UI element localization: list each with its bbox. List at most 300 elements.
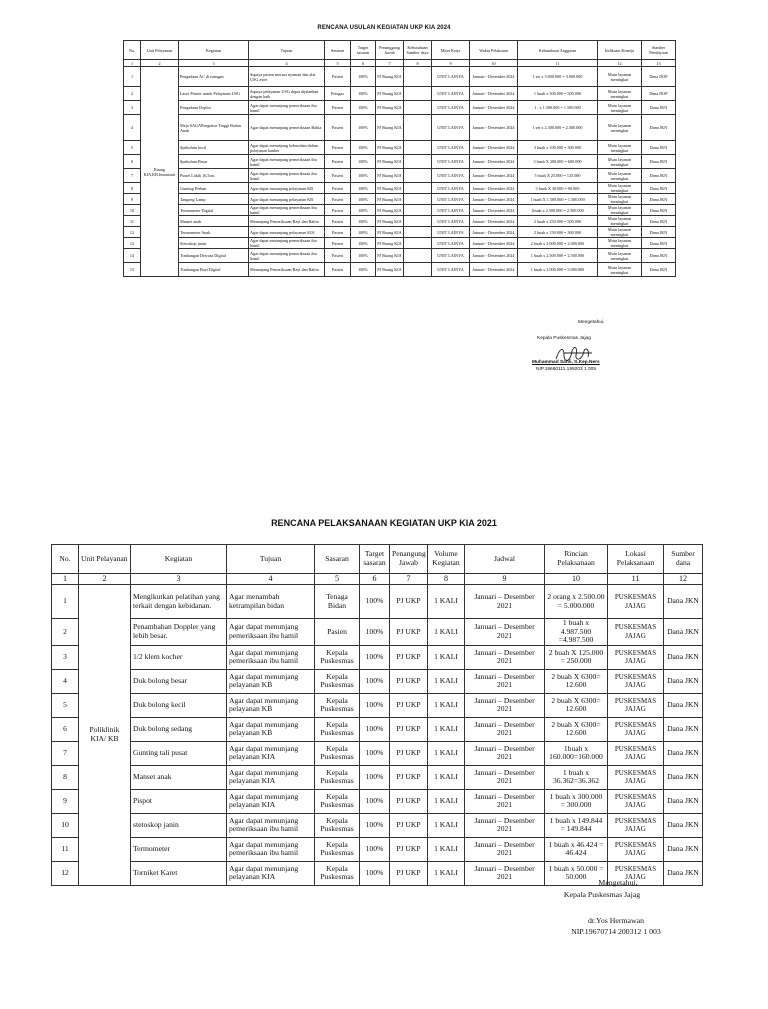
jadwal-cell: Januari – Desember 2021 <box>465 861 545 885</box>
tujuan-cell: Agar dapat menunjang pemeriksaan ibu hamil <box>249 169 325 183</box>
dana-cell: Dana JKN <box>664 717 703 741</box>
anggaran-cell: 1buah x 2.500.000 = 2.500.000 <box>518 205 598 216</box>
dana-cell: Dana JKN <box>642 238 676 249</box>
table-row <box>124 249 676 263</box>
volume-cell: 1 KALI <box>428 789 465 813</box>
waktu-cell: Januari - Desember 2024 <box>470 101 518 115</box>
waktu-cell: Januari - Desember 2024 <box>470 67 518 87</box>
row-number: 5 <box>52 693 79 717</box>
rincian-cell: 1 buah x 46.424 = 46.424 <box>545 837 608 861</box>
tujuan-cell: Agar dapat menunjang pelayanan KB <box>227 717 315 741</box>
table-row <box>124 155 676 169</box>
doc2-signature-name: dr.Yos Hermawan <box>588 916 644 925</box>
pj-cell: PJ Ruang KIA <box>376 263 404 277</box>
row-number: 7 <box>124 169 141 183</box>
waktu-cell: Januari - Desember 2024 <box>470 194 518 205</box>
indikator-cell: Mutu layanan meningkat <box>598 263 642 277</box>
dana-cell: Dana JKN <box>642 227 676 238</box>
doc2-table <box>51 544 703 886</box>
row-number: 1 <box>124 67 141 87</box>
kegiatan-cell: Gunting tali pusat <box>131 741 227 765</box>
target-cell: 100% <box>360 813 390 837</box>
volume-cell: 1 KALI <box>428 741 465 765</box>
sumber-cell <box>404 115 432 141</box>
doc2-table-body <box>52 574 703 886</box>
dana-cell: Dana JKN <box>664 645 703 669</box>
sumber-cell <box>404 169 432 183</box>
row-number: 7 <box>52 741 79 765</box>
rincian-cell: 1buah x 160.000=160.000 <box>545 741 608 765</box>
table-row <box>52 645 703 669</box>
target-cell: 100% <box>360 645 390 669</box>
dana-cell: Dana JKN <box>642 169 676 183</box>
anggaran-cell: 3 buah x 100.000 = 300.000 <box>518 141 598 155</box>
target-cell: 100% <box>360 741 390 765</box>
target-cell: 100% <box>351 194 376 205</box>
column-number: 8 <box>428 574 465 585</box>
row-number: 14 <box>124 249 141 263</box>
indikator-cell: Mutu layanan meningkat <box>598 87 642 101</box>
header-cell: Kebutuhaan Sumber daya <box>404 41 432 60</box>
jadwal-cell: Januari – Desember 2021 <box>465 717 545 741</box>
header-cell: Kegiatan <box>179 41 249 60</box>
dana-cell: Dana JKN <box>664 619 703 646</box>
dana-cell: Dana DOP <box>642 87 676 101</box>
tujuan-cell: Menunjang Pemeriksaan Bayi dan Balita <box>249 263 325 277</box>
column-number: 1 <box>52 574 79 585</box>
table-row <box>124 194 676 205</box>
waktu-cell: Januari - Desember 2024 <box>470 87 518 101</box>
sasaran-cell: Pasien <box>325 115 351 141</box>
header-cell: Kegiatan <box>131 545 227 574</box>
tujuan-cell: Agar dapat menunjang pemeriksaan ibu hamil <box>249 205 325 216</box>
column-number: 2 <box>141 60 179 67</box>
tujuan-cell: Agar dapat menunjang pemeriksaan ibu hamil <box>227 619 315 646</box>
sasaran-cell: Pasien <box>325 194 351 205</box>
doc2-signature-role: Kepala Puskesmas Jajag <box>563 890 641 899</box>
kegiatan-cell: Timbangan Dewasa Digital <box>179 249 249 263</box>
volume-cell: 1 KALI <box>428 585 465 619</box>
indikator-cell: Mutu layanan meningkat <box>598 101 642 115</box>
mitra-cell: UNIT LAINYA <box>432 141 470 155</box>
pj-cell: PJ UKP <box>390 585 428 619</box>
waktu-cell: Januari - Desember 2024 <box>470 249 518 263</box>
waktu-cell: Januari - Desember 2024 <box>470 227 518 238</box>
mitra-cell: UNIT LAINYA <box>432 87 470 101</box>
volume-cell: 1 KALI <box>428 717 465 741</box>
lokasi-cell: PUSKESMAS JAJAG <box>608 861 664 885</box>
jadwal-cell: Januari – Desember 2021 <box>465 619 545 646</box>
row-number: 11 <box>52 837 79 861</box>
kegiatan-cell: 1/2 klem kocher <box>131 645 227 669</box>
table-row <box>124 87 676 101</box>
row-number: 4 <box>124 115 141 141</box>
rincian-cell: 1 buah x 50.000 = 50.000 <box>545 861 608 885</box>
row-number: 11 <box>124 216 141 227</box>
column-number: 7 <box>376 60 404 67</box>
kegiatan-cell: Duk bolong sedang <box>131 717 227 741</box>
lokasi-cell: PUSKESMAS JAJAG <box>608 693 664 717</box>
kegiatan-cell: Penambahan Doppler yang lebih besar. <box>131 619 227 646</box>
mitra-cell: UNIT LAINYA <box>432 183 470 194</box>
dana-cell: Dana JKN <box>642 216 676 227</box>
pj-cell: PJ Ruang KIA <box>376 155 404 169</box>
pj-cell: PJ Ruang KIA <box>376 205 404 216</box>
row-number: 2 <box>124 87 141 101</box>
sumber-cell <box>404 183 432 194</box>
rincian-cell: 2 buah X 6300= 12.600 <box>545 693 608 717</box>
anggaran-cell: 3 buah X 30.000 = 90.000 <box>518 183 598 194</box>
sasaran-cell: Pasien <box>325 155 351 169</box>
lokasi-cell: PUSKESMAS JAJAG <box>608 765 664 789</box>
header-cell: No. <box>124 41 141 60</box>
column-number: 9 <box>465 574 545 585</box>
tujuan-cell: Agar dapat menunjang pelayanan KIA <box>227 861 315 885</box>
indikator-cell: Mutu layanan meningkat <box>598 155 642 169</box>
kegiatan-cell: Gunting Perban <box>179 183 249 194</box>
row-number: 6 <box>52 717 79 741</box>
indikator-cell: Mutu layanan meningkat <box>598 194 642 205</box>
kegiatan-cell: Spekulum kecil <box>179 141 249 155</box>
waktu-cell: Januari - Desember 2024 <box>470 169 518 183</box>
volume-cell: 1 KALI <box>428 645 465 669</box>
doc2-title: RENCANA PELAKSANAAN KEGIATAN UKP KIA 2021 <box>271 518 497 528</box>
target-cell: 100% <box>360 693 390 717</box>
column-number: 5 <box>325 60 351 67</box>
doc2-signature-label: Mengetahui, <box>598 878 638 887</box>
column-number-row <box>52 574 703 585</box>
jadwal-cell: Januari – Desember 2021 <box>465 765 545 789</box>
doc1-signature-name: Muhammad Sahli, S.Kep.Ners <box>532 360 600 365</box>
volume-cell: 1 KALI <box>428 693 465 717</box>
sasaran-cell: Pasien <box>325 183 351 194</box>
pj-cell: PJ Ruang KIA <box>376 194 404 205</box>
table-row <box>52 837 703 861</box>
tujuan-cell: Agar dapat menunjang pemeriksaan ibu hamil <box>249 238 325 249</box>
dana-cell: Dana JKN <box>664 741 703 765</box>
tujuan-cell: Agar dapat menunjang pelayanan KB <box>249 183 325 194</box>
header-cell: Kebutuhaan Anggaran <box>518 41 598 60</box>
pj-cell: PJ Ruang KIA <box>376 169 404 183</box>
pj-cell: PJ Ruang KIA <box>376 183 404 194</box>
pj-cell: PJ Ruang KIA <box>376 216 404 227</box>
dana-cell: Dana JKN <box>642 205 676 216</box>
anggaran-cell: 3 buah X 200.000 = 600.000 <box>518 155 598 169</box>
dana-cell: Dana DOP <box>642 67 676 87</box>
column-number-row <box>124 60 676 67</box>
header-cell: Indikator Kinerja <box>598 41 642 60</box>
anggaran-cell: 5 buah X 25.000 = 125.000 <box>518 169 598 183</box>
target-cell: 100% <box>351 227 376 238</box>
table-row <box>124 115 676 141</box>
kegiatan-cell: Mengikutkan pelatihan yang terkait dengan kebidanan. <box>131 585 227 619</box>
doc1-table <box>123 40 676 277</box>
header-cell: Sasaran <box>325 41 351 60</box>
sumber-cell <box>404 249 432 263</box>
row-number: 10 <box>124 205 141 216</box>
row-number: 8 <box>124 183 141 194</box>
anggaran-cell: 1 buah x 500.000 = 500.000 <box>518 87 598 101</box>
target-cell: 100% <box>360 619 390 646</box>
target-cell: 100% <box>360 861 390 885</box>
rincian-cell: 2 buah X 6300= 12.600 <box>545 717 608 741</box>
column-number: 4 <box>249 60 325 67</box>
sasaran-cell: Kepala Puskesmas <box>315 789 360 813</box>
lokasi-cell: PUSKESMAS JAJAG <box>608 741 664 765</box>
row-number: 8 <box>52 765 79 789</box>
kegiatan-cell: Duk bolong besar <box>131 669 227 693</box>
anggaran-cell: 2 buah x 250.000 = 500.000 <box>518 216 598 227</box>
row-number: 6 <box>124 155 141 169</box>
sasaran-cell: Kepala Puskesmas <box>315 765 360 789</box>
table-row <box>124 216 676 227</box>
sasaran-cell: Pasien <box>325 101 351 115</box>
column-number: 10 <box>545 574 608 585</box>
pj-cell: PJ UKP <box>390 619 428 646</box>
rincian-cell: 2 orang x 2.500.00 = 5.000.000 <box>545 585 608 619</box>
rincian-cell: 2 buah X 6300= 12.600 <box>545 669 608 693</box>
sasaran-cell: Kepala Puskesmas <box>315 717 360 741</box>
volume-cell: 1 KALI <box>428 669 465 693</box>
row-number: 5 <box>124 141 141 155</box>
pj-cell: PJ UKP <box>390 669 428 693</box>
target-cell: 100% <box>360 789 390 813</box>
header-cell: No. <box>52 545 79 574</box>
rincian-cell: 2 buah X 125.000 = 250.000 <box>545 645 608 669</box>
indikator-cell: Mutu layanan meningkat <box>598 227 642 238</box>
pj-cell: PJ Ruang KIA <box>376 249 404 263</box>
waktu-cell: Januari - Desember 2024 <box>470 205 518 216</box>
target-cell: 100% <box>351 183 376 194</box>
dana-cell: Dana JKN <box>664 861 703 885</box>
column-number: 2 <box>79 574 131 585</box>
table-row <box>124 263 676 277</box>
target-cell: 100% <box>351 155 376 169</box>
doc1-signature-nip: NIP.19680111 199203 1 005 <box>536 367 597 372</box>
kegiatan-cell: Manset anak <box>179 216 249 227</box>
unit-pelayanan-cell: Ruang KIA,KB,Imunisasi <box>141 67 179 277</box>
indikator-cell: Mutu layanan meningkat <box>598 67 642 87</box>
tujuan-cell: Agar dapat menunjang pelayanan KIA <box>249 227 325 238</box>
sasaran-cell: Petugas <box>325 87 351 101</box>
column-number: 9 <box>432 60 470 67</box>
target-cell: 100% <box>351 263 376 277</box>
pj-cell: PJ Ruang KIA <box>376 87 404 101</box>
indikator-cell: Mutu layanan meningkat <box>598 115 642 141</box>
dana-cell: Dana JKN <box>664 585 703 619</box>
column-number: 8 <box>404 60 432 67</box>
jadwal-cell: Januari – Desember 2021 <box>465 693 545 717</box>
indikator-cell: Mutu layanan meningkat <box>598 183 642 194</box>
mitra-cell: UNIT LAINYA <box>432 67 470 87</box>
jadwal-cell: Januari – Desember 2021 <box>465 645 545 669</box>
waktu-cell: Januari - Desember 2024 <box>470 238 518 249</box>
header-cell: Waktu Pelaksaan <box>470 41 518 60</box>
sasaran-cell: Kepala Puskesmas <box>315 837 360 861</box>
row-number: 1 <box>52 585 79 619</box>
header-cell: Tujuan <box>227 545 315 574</box>
doc2-signature-nip: NIP.19670714 200312 1 003 <box>571 927 661 936</box>
doc1-table-body <box>124 60 676 277</box>
row-number: 12 <box>124 227 141 238</box>
table-row <box>124 101 676 115</box>
pj-cell: PJ UKP <box>390 645 428 669</box>
anggaran-cell: 1 buah x 2.500.000 = 2.500.000 <box>518 249 598 263</box>
column-number: 11 <box>608 574 664 585</box>
tujuan-cell: Agar dapat menunjang pemeriksaan ibu hamil <box>249 155 325 169</box>
target-cell: 100% <box>351 169 376 183</box>
table-row <box>124 227 676 238</box>
kegiatan-cell: Pengadaan AC di ruangan <box>179 67 249 87</box>
row-number: 3 <box>52 645 79 669</box>
tujuan-cell: Agar dapat menunjang pemeriksaan ibu hamil <box>249 249 325 263</box>
indikator-cell: Mutu layanan meningkat <box>598 249 642 263</box>
target-cell: 100% <box>351 67 376 87</box>
tujuan-cell: Agar dapat menunjang pelayanan KIA <box>227 765 315 789</box>
column-number: 6 <box>351 60 376 67</box>
waktu-cell: Januari - Desember 2024 <box>470 141 518 155</box>
indikator-cell: Mutu layanan meningkat <box>598 216 642 227</box>
sasaran-cell: Kepala Puskesmas <box>315 669 360 693</box>
anggaran-cell: 1 . x 1.500.000 = 1.500.000 <box>518 101 598 115</box>
column-number: 4 <box>227 574 315 585</box>
header-cell: Unit Pelayanan <box>79 545 131 574</box>
target-cell: 100% <box>360 585 390 619</box>
sumber-cell <box>404 67 432 87</box>
header-cell: Sasaran <box>315 545 360 574</box>
kegiatan-cell: Manset anak <box>131 765 227 789</box>
lokasi-cell: PUSKESMAS JAJAG <box>608 837 664 861</box>
sumber-cell <box>404 205 432 216</box>
kegiatan-cell: Timbangan Bayi Digital <box>179 263 249 277</box>
table-row <box>52 693 703 717</box>
mitra-cell: UNIT LAINYA <box>432 249 470 263</box>
header-cell: Unit Pelayanan <box>141 41 179 60</box>
mitra-cell: UNIT LAINYA <box>432 216 470 227</box>
target-cell: 100% <box>351 205 376 216</box>
rincian-cell: 1 buah x 4.987.500 =4.987.500 <box>545 619 608 646</box>
volume-cell: 1 KALI <box>428 765 465 789</box>
row-number: 2 <box>52 619 79 646</box>
mitra-cell: UNIT LAINYA <box>432 194 470 205</box>
target-cell: 100% <box>351 115 376 141</box>
tujuan-cell: Supaya pasien merasa nyaman dan alat USG awet <box>249 67 325 87</box>
tujuan-cell: Agar dapat menunjang pemeriksaan ibu hamil <box>227 813 315 837</box>
sumber-cell <box>404 87 432 101</box>
sumber-cell <box>404 216 432 227</box>
sumber-cell <box>404 101 432 115</box>
table-row <box>124 205 676 216</box>
mitra-cell: UNIT LAINYA <box>432 115 470 141</box>
table-row <box>52 741 703 765</box>
pj-cell: PJ Ruang KIA <box>376 238 404 249</box>
kegiatan-cell: Duk bolong kecil <box>131 693 227 717</box>
header-cell: Volume Kegiatan <box>428 545 465 574</box>
waktu-cell: Januari - Desember 2024 <box>470 183 518 194</box>
dana-cell: Dana JKN <box>664 789 703 813</box>
sasaran-cell: Pasien <box>325 263 351 277</box>
table-row <box>124 141 676 155</box>
pj-cell: PJ Ruang KIA <box>376 227 404 238</box>
header-cell: Tujuan <box>249 41 325 60</box>
jadwal-cell: Januari – Desember 2021 <box>465 585 545 619</box>
header-cell: Jadwal <box>465 545 545 574</box>
dana-cell: Dana JKN <box>664 765 703 789</box>
jadwal-cell: Januari – Desember 2021 <box>465 741 545 765</box>
column-number: 12 <box>598 60 642 67</box>
tujuan-cell: Agar menambah ketrampilan bidan <box>227 585 315 619</box>
sasaran-cell: Tenaga Bidan <box>315 585 360 619</box>
sasaran-cell: Pasien <box>325 238 351 249</box>
sumber-cell <box>404 227 432 238</box>
column-number: 6 <box>360 574 390 585</box>
kegiatan-cell: Pengadaan Doplor <box>179 101 249 115</box>
pj-cell: PJ UKP <box>390 765 428 789</box>
mitra-cell: UNIT LAINYA <box>432 238 470 249</box>
doc1-signature-role: Kepala Puskesmas Jajag <box>537 336 591 341</box>
tujuan-cell: Agar dapat menunjang pelayanan KIA <box>227 741 315 765</box>
dana-cell: Dana JKN <box>642 115 676 141</box>
target-cell: 100% <box>360 717 390 741</box>
anggaran-cell: 2 buah x 2.000.000 = 2.000.000 <box>518 238 598 249</box>
rincian-cell: 1 buah x 149.844 = 149.844 <box>545 813 608 837</box>
table-row <box>52 765 703 789</box>
kegiatan-cell: Tangong Lamp <box>179 194 249 205</box>
volume-cell: 1 KALI <box>428 619 465 646</box>
waktu-cell: Januari - Desember 2024 <box>470 155 518 169</box>
pj-cell: PJ UKP <box>390 717 428 741</box>
sasaran-cell: Pasien <box>325 169 351 183</box>
doc1-header-row <box>124 41 676 60</box>
kegiatan-cell: Laser Printer untuk Pelayanan USG <box>179 87 249 101</box>
pj-cell: PJ UKP <box>390 861 428 885</box>
target-cell: 100% <box>351 238 376 249</box>
row-number: 3 <box>124 101 141 115</box>
anggaran-cell: 1 buah X 1.500.000 = 1.500.000 <box>518 194 598 205</box>
column-number: 3 <box>131 574 227 585</box>
unit-pelayanan-cell: Poliklinik KIA/ KB <box>79 585 131 886</box>
header-cell: Lokasi Pelaksanaan <box>608 545 664 574</box>
target-cell: 100% <box>360 765 390 789</box>
anggaran-cell: 1 set x 3.000.000 = 3.000.000 <box>518 67 598 87</box>
sasaran-cell: Kepala Puskesmas <box>315 693 360 717</box>
row-number: 9 <box>124 194 141 205</box>
header-cell: Mitra Kerja <box>432 41 470 60</box>
jadwal-cell: Januari – Desember 2021 <box>465 837 545 861</box>
table-row <box>52 813 703 837</box>
jadwal-cell: Januari – Desember 2021 <box>465 669 545 693</box>
sumber-cell <box>404 141 432 155</box>
kegiatan-cell: Torniket Karet <box>131 861 227 885</box>
header-cell: Penangung Jawab <box>390 545 428 574</box>
column-number: 7 <box>390 574 428 585</box>
lokasi-cell: PUSKESMAS JAJAG <box>608 813 664 837</box>
pj-cell: PJ UKP <box>390 693 428 717</box>
target-cell: 100% <box>360 837 390 861</box>
volume-cell: 1 KALI <box>428 861 465 885</box>
table-row <box>52 619 703 646</box>
doc1-signature-label: Mengetahui, <box>578 320 605 325</box>
sasaran-cell: Pasien <box>325 227 351 238</box>
table-row <box>124 238 676 249</box>
indikator-cell: Mutu layanan meningkat <box>598 205 642 216</box>
indikator-cell: Mutu layanan meningkat <box>598 238 642 249</box>
sasaran-cell: Kepala Puskesmas <box>315 813 360 837</box>
mitra-cell: UNIT LAINYA <box>432 205 470 216</box>
row-number: 12 <box>52 861 79 885</box>
dana-cell: Dana JKN <box>642 194 676 205</box>
volume-cell: 1 KALI <box>428 837 465 861</box>
